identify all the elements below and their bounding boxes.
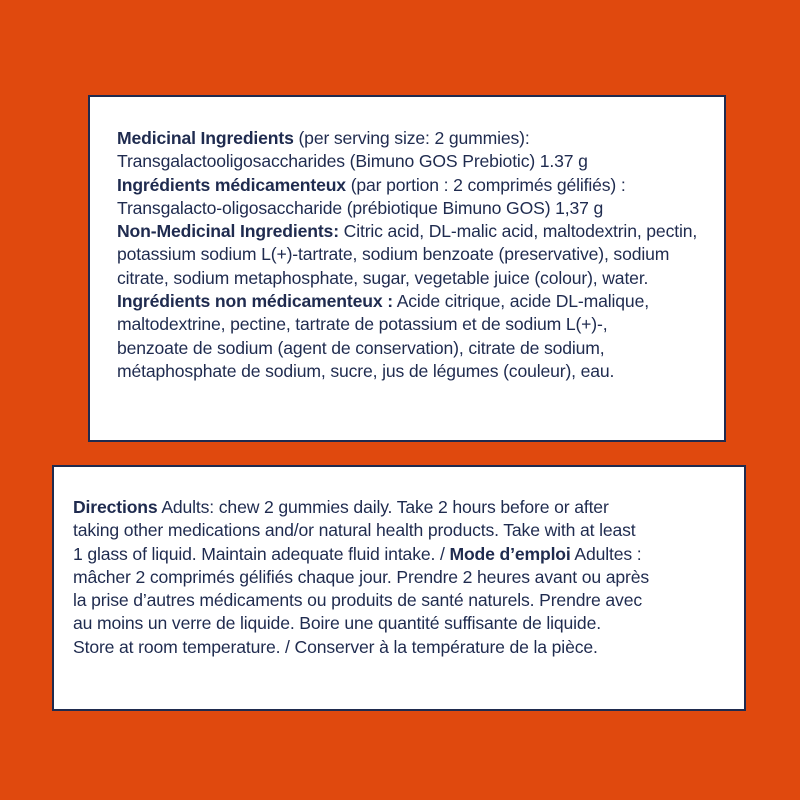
ingredients-line-text: benzoate de sodium (agent de conservation), citrate de sodium, xyxy=(117,337,605,358)
directions-line-heading: Directions xyxy=(73,497,158,517)
directions-line xyxy=(73,589,743,612)
directions-line-text: taking other medications and/or natural health products. Take with at least xyxy=(73,520,636,541)
directions-line xyxy=(73,636,743,659)
directions-line xyxy=(73,519,743,542)
ingredients-line xyxy=(117,243,717,266)
ingredients-line xyxy=(117,174,717,197)
ingredients-panel xyxy=(88,95,726,442)
directions-text xyxy=(73,496,743,659)
ingredients-line xyxy=(117,127,717,150)
ingredients-line xyxy=(117,267,717,290)
ingredients-line xyxy=(117,360,717,383)
directions-line-text: Store at room temperature. / Conserver à la température de la pièce. xyxy=(73,636,598,657)
ingredients-line-text: (per serving size: 2 gummies): xyxy=(293,128,530,148)
ingredients-line-heading: Ingrédients non médicamenteux : xyxy=(117,291,393,312)
ingredients-line-text: Citric acid, DL-malic acid, maltodextrin, pectin, xyxy=(338,221,698,242)
ingredients-line-text: Acide citrique, acide DL-malique, xyxy=(392,291,649,312)
ingredients-line xyxy=(117,290,717,313)
directions-line-text: mâcher 2 comprimés gélifiés chaque jour. Prendre 2 heures avant ou après xyxy=(73,566,649,587)
ingredients-line-heading: Ingrédients médicamenteux xyxy=(117,174,346,195)
directions-line-prefix: 1 glass of liquid. Maintain adequate fluid intake. / xyxy=(73,543,450,564)
ingredients-line-text: citrate, sodium metaphosphate, sugar, vegetable juice (colour), water. xyxy=(117,267,649,288)
directions-line xyxy=(73,612,743,635)
ingredients-line xyxy=(117,337,717,360)
directions-line xyxy=(73,496,743,519)
ingredients-line-text: maltodextrine, pectine, tartrate de potassium et de sodium L(+)-, xyxy=(117,314,608,335)
ingredients-text xyxy=(117,127,717,383)
ingredients-line xyxy=(117,220,717,243)
directions-panel xyxy=(52,465,746,711)
directions-line xyxy=(73,566,743,589)
ingredients-line-text: (par portion : 2 comprimés gélifiés) : xyxy=(345,174,626,195)
ingredients-line-text: Transgalactooligosaccharides (Bimuno GOS Prebiotic) 1.37 g xyxy=(117,151,588,172)
directions-line-heading: Mode d’emploi xyxy=(449,543,571,564)
ingredients-line xyxy=(117,150,717,173)
directions-line-text: Adultes : xyxy=(570,543,642,564)
directions-line-text: la prise d’autres médicaments ou produits de santé naturels. Prendre avec xyxy=(73,590,642,611)
ingredients-line-heading: Medicinal Ingredients xyxy=(117,128,294,148)
ingredients-line xyxy=(117,197,717,220)
ingredients-line-text: potassium sodium L(+)-tartrate, sodium benzoate (preservative), sodium xyxy=(117,244,670,265)
directions-line-text: Adults: chew 2 gummies daily. Take 2 hours before or after xyxy=(157,497,609,517)
ingredients-line-heading: Non-Medicinal Ingredients: xyxy=(117,221,339,242)
directions-line-text: au moins un verre de liquide. Boire une quantité suffisante de liquide. xyxy=(73,613,601,634)
directions-line xyxy=(73,543,743,566)
ingredients-line-text: Transgalacto-oligosaccharide (prébiotique Bimuno GOS) 1,37 g xyxy=(117,197,604,218)
ingredients-line-text: métaphosphate de sodium, sucre, jus de légumes (couleur), eau. xyxy=(117,360,615,381)
ingredients-line xyxy=(117,313,717,336)
